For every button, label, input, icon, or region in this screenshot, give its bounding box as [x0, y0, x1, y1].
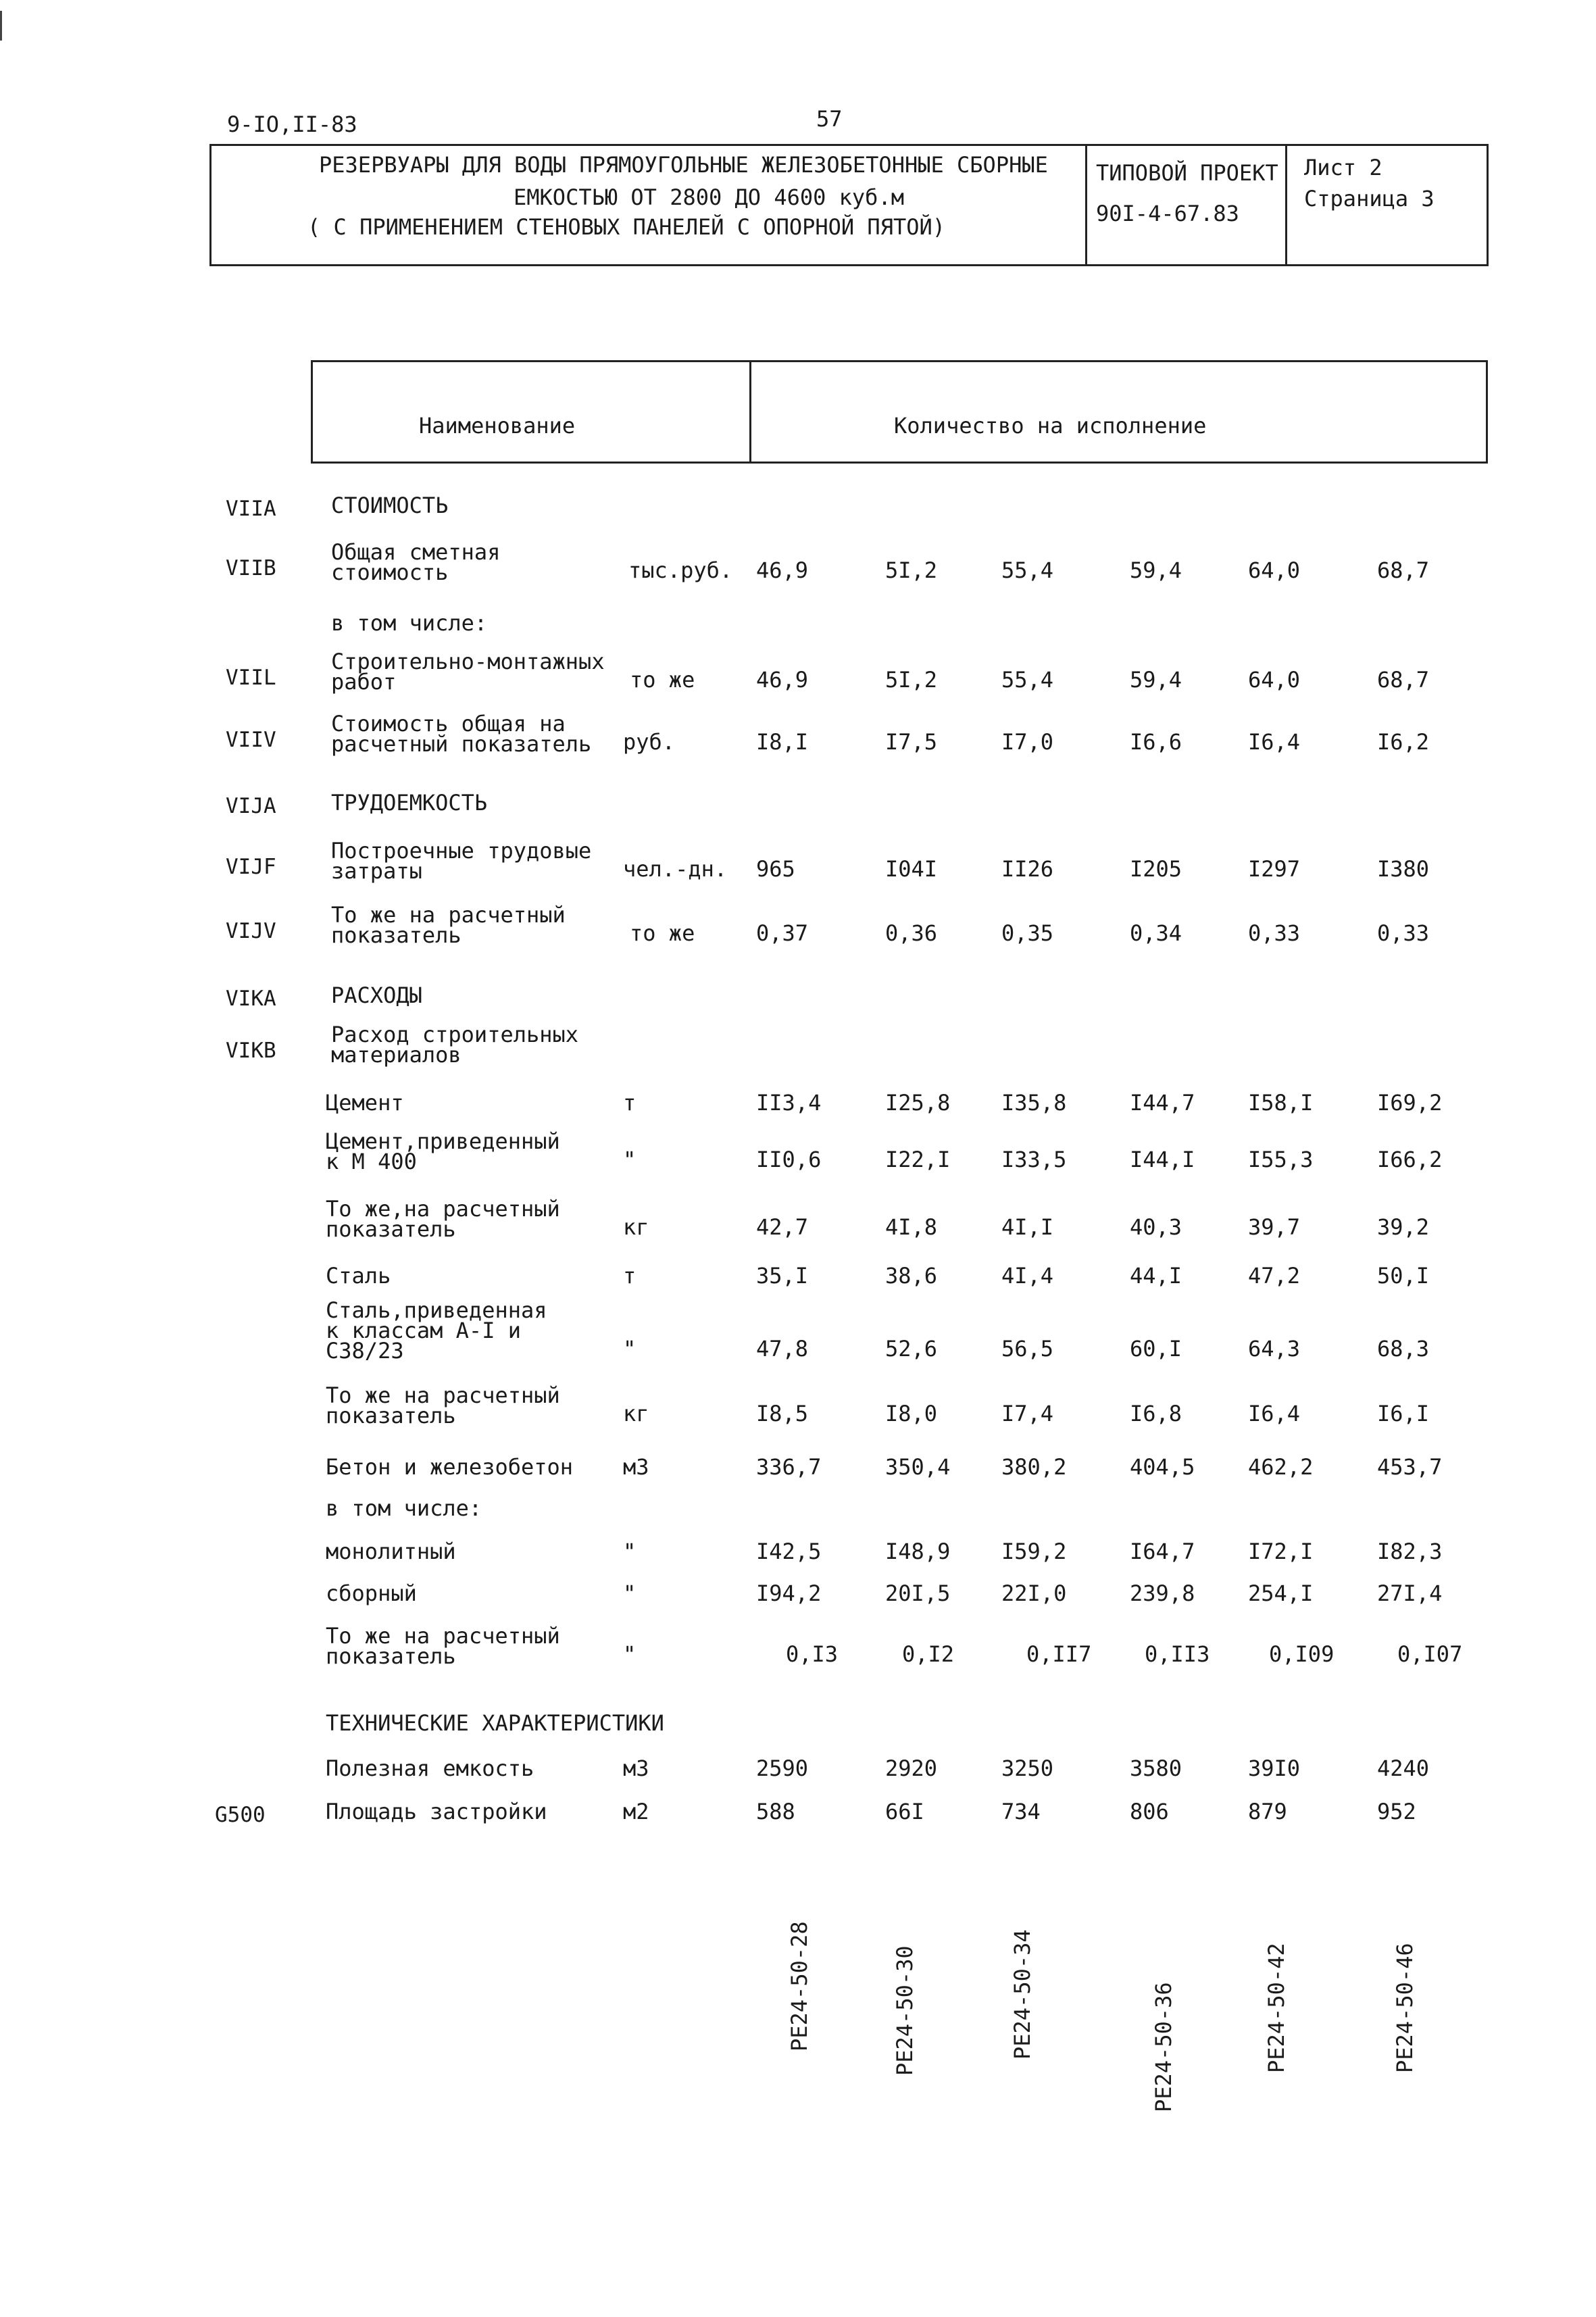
column-header-name: Наименование — [419, 413, 576, 439]
row-value: 380,2 — [1001, 1454, 1067, 1480]
row-value: I44,7 — [1130, 1090, 1195, 1116]
row-label — [326, 1128, 560, 1174]
row-value: 3250 — [1001, 1755, 1054, 1781]
row-value: I55,3 — [1248, 1147, 1314, 1172]
row-value: I8,I — [756, 729, 809, 755]
column-header-quantity: Количество на исполнение — [894, 413, 1207, 439]
row-value: 0,II3 — [1145, 1641, 1210, 1667]
row-code: VIJA — [226, 794, 276, 818]
row-label-line: работ — [331, 669, 397, 695]
row-value: 4I,4 — [1001, 1263, 1054, 1289]
row-value: II0,6 — [756, 1147, 822, 1172]
project-number: 90I-4-67.83 — [1096, 201, 1239, 226]
row-label — [331, 539, 501, 585]
row-value: 22I,0 — [1001, 1580, 1067, 1606]
row-label-line: показатель — [326, 1403, 456, 1428]
row-value: 46,9 — [756, 667, 809, 693]
row-value: I64,7 — [1130, 1539, 1195, 1564]
row-unit: " — [623, 1336, 637, 1362]
row-label — [326, 1623, 560, 1669]
row-value: I59,2 — [1001, 1539, 1067, 1564]
row-value: II26 — [1001, 856, 1054, 882]
row-value: 66I — [885, 1799, 924, 1824]
row-value: 39I0 — [1248, 1755, 1301, 1781]
row-value: I48,9 — [885, 1539, 951, 1564]
row-label-line: расчетный показатель — [331, 731, 592, 757]
row-value: 64,0 — [1248, 557, 1301, 583]
row-value: I66,2 — [1377, 1147, 1443, 1172]
row-value: 0,I07 — [1397, 1641, 1463, 1667]
row-unit: т — [623, 1263, 637, 1289]
row-value: 588 — [756, 1799, 795, 1824]
row-value: I94,2 — [756, 1580, 822, 1606]
row-unit: чел.-дн. — [623, 856, 728, 882]
row-value: 59,4 — [1130, 667, 1182, 693]
scan-mark — [0, 11, 2, 41]
title-line-2: ЕМКОСТЬЮ ОТ 2800 ДО 4600 куб.м — [514, 184, 904, 210]
row-value: 59,4 — [1130, 557, 1182, 583]
row-code: VIIB — [226, 556, 276, 580]
row-value: I8,5 — [756, 1401, 809, 1426]
row-unit: то же — [630, 920, 695, 946]
row-label-line: показатель — [326, 1216, 456, 1242]
row-label-line: То же на расчетный — [331, 902, 566, 928]
row-value: 40,3 — [1130, 1214, 1182, 1240]
row-value: I6,2 — [1377, 729, 1430, 755]
row-value: 952 — [1377, 1799, 1416, 1824]
row-value: I69,2 — [1377, 1090, 1443, 1116]
row-label: в том числе: — [331, 610, 488, 636]
row-label: Площадь застройки — [326, 1799, 547, 1824]
row-value: 404,5 — [1130, 1454, 1195, 1480]
row-unit: м3 — [623, 1755, 649, 1781]
row-value: 4240 — [1377, 1755, 1430, 1781]
row-value: 42,7 — [756, 1214, 809, 1240]
row-code: VIIA — [226, 497, 276, 521]
row-label-line: стоимость — [331, 559, 449, 585]
row-unit: кг — [623, 1401, 649, 1426]
row-label: в том числе: — [326, 1495, 482, 1521]
row-value: 4I,8 — [885, 1214, 938, 1240]
row-value: 965 — [756, 856, 795, 882]
table-header-right — [1486, 360, 1488, 464]
row-value: 453,7 — [1377, 1454, 1443, 1480]
row-label: монолитный — [326, 1539, 456, 1564]
row-label — [331, 902, 566, 948]
row-label-line: Расход строительных — [331, 1022, 579, 1047]
row-label-line: материалов — [331, 1042, 462, 1068]
row-value: I8,0 — [885, 1401, 938, 1426]
row-code: VIJV — [226, 919, 276, 943]
row-unit: м2 — [623, 1799, 649, 1824]
page-label: Страница 3 — [1304, 186, 1435, 211]
row-value: II3,4 — [756, 1090, 822, 1116]
table-header-top — [311, 360, 1488, 362]
row-label-line: показатель — [326, 1643, 456, 1669]
row-value: 64,0 — [1248, 667, 1301, 693]
row-label — [331, 838, 592, 884]
row-unit: " — [623, 1641, 637, 1667]
row-value: I42,5 — [756, 1539, 822, 1564]
row-value: 336,7 — [756, 1454, 822, 1480]
row-value: I25,8 — [885, 1090, 951, 1116]
row-value: 0,I2 — [902, 1641, 955, 1667]
row-value: 239,8 — [1130, 1580, 1195, 1606]
sheet-label: Лист 2 — [1304, 155, 1382, 180]
row-value: I33,5 — [1001, 1147, 1067, 1172]
project-label: ТИПОВОЙ ПРОЕКТ — [1096, 160, 1278, 186]
row-label: Цемент — [326, 1090, 404, 1116]
row-label-line: Строительно-монтажных — [331, 649, 605, 674]
row-label-line: Стоимость общая на — [331, 711, 566, 737]
row-value: I44,I — [1130, 1147, 1195, 1172]
table-header-left — [311, 360, 313, 464]
row-unit: " — [623, 1580, 637, 1606]
row-value: 56,5 — [1001, 1336, 1054, 1362]
title-line-1: РЕЗЕРВУАРЫ ДЛЯ ВОДЫ ПРЯМОУГОЛЬНЫЕ ЖЕЛЕЗОБЕТОННЫЕ СБОРНЫЕ — [319, 152, 1048, 178]
row-value: 0,I3 — [786, 1641, 839, 1667]
row-value: 68,3 — [1377, 1336, 1430, 1362]
row-value: 0,II7 — [1026, 1641, 1092, 1667]
row-unit: " — [623, 1147, 637, 1172]
row-value: 2920 — [885, 1755, 938, 1781]
row-value: 50,I — [1377, 1263, 1430, 1289]
row-value: 0,33 — [1377, 920, 1430, 946]
row-value: 0,35 — [1001, 920, 1054, 946]
row-value: 68,7 — [1377, 557, 1430, 583]
variant-label: РЕ24-50-36 — [1151, 1982, 1176, 2112]
row-label-line: к классам А-I и — [326, 1318, 521, 1343]
variant-label: РЕ24-50-34 — [1009, 1929, 1035, 2060]
row-label-line: показатель — [331, 922, 462, 948]
row-value: 60,I — [1130, 1336, 1182, 1362]
row-value: 2590 — [756, 1755, 809, 1781]
row-value: I7,0 — [1001, 729, 1054, 755]
row-label: РАСХОДЫ — [331, 982, 422, 1008]
row-label: Сталь — [326, 1263, 391, 1289]
row-value: 39,2 — [1377, 1214, 1430, 1240]
row-label: Полезная емкость — [326, 1755, 534, 1781]
row-label-line: То же на расчетный — [326, 1382, 560, 1408]
row-label-line: Построечные трудовые — [331, 838, 592, 864]
title-line-3: ( С ПРИМЕНЕНИЕМ СТЕНОВЫХ ПАНЕЛЕЙ С ОПОРНОЙ ПЯТОЙ) — [307, 214, 946, 240]
row-label — [326, 1297, 547, 1364]
row-value: 3580 — [1130, 1755, 1182, 1781]
row-value: I380 — [1377, 856, 1430, 882]
row-value: 47,2 — [1248, 1263, 1301, 1289]
row-value: 44,I — [1130, 1263, 1182, 1289]
row-label-line: То же,на расчетный — [326, 1196, 560, 1222]
title-divider-2 — [1285, 144, 1287, 266]
row-code: VIIV — [226, 728, 276, 752]
row-label-line: Сталь,приведенная — [326, 1297, 547, 1323]
row-value: 52,6 — [885, 1336, 938, 1362]
row-value: 55,4 — [1001, 667, 1054, 693]
table-header-mid — [749, 360, 751, 464]
row-code: G500 — [215, 1803, 266, 1827]
row-value: 38,6 — [885, 1263, 938, 1289]
row-value: I7,5 — [885, 729, 938, 755]
row-value: I7,4 — [1001, 1401, 1054, 1426]
row-value: I58,I — [1248, 1090, 1314, 1116]
row-unit: " — [623, 1539, 637, 1564]
row-value: 0,34 — [1130, 920, 1182, 946]
row-value: I6,6 — [1130, 729, 1182, 755]
variant-label: РЕ24-50-42 — [1264, 1943, 1289, 2073]
row-value: 462,2 — [1248, 1454, 1314, 1480]
row-code: VIKA — [226, 987, 276, 1011]
row-label — [331, 711, 592, 757]
variant-label: РЕ24-50-46 — [1392, 1943, 1418, 2073]
row-value: I6,I — [1377, 1401, 1430, 1426]
row-unit: м3 — [623, 1454, 649, 1480]
row-value: 734 — [1001, 1799, 1041, 1824]
row-unit: руб. — [623, 729, 676, 755]
row-value: 879 — [1248, 1799, 1287, 1824]
row-value: 55,4 — [1001, 557, 1054, 583]
row-label: ТРУДОЕМКОСТЬ — [331, 790, 488, 816]
row-value: 68,7 — [1377, 667, 1430, 693]
row-label-line: С38/23 — [326, 1338, 404, 1364]
row-value: I22,I — [885, 1147, 951, 1172]
page-number: 57 — [816, 106, 843, 132]
row-label — [326, 1196, 560, 1242]
row-label: сборный — [326, 1580, 417, 1606]
row-value: 64,3 — [1248, 1336, 1301, 1362]
row-value: I04I — [885, 856, 938, 882]
doc-code: 9-IO,II-83 — [227, 111, 357, 137]
variant-label: РЕ24-50-30 — [892, 1945, 918, 2076]
row-value: 20I,5 — [885, 1580, 951, 1606]
row-value: 5I,2 — [885, 667, 938, 693]
row-code: VIIL — [226, 666, 276, 690]
title-divider-1 — [1085, 144, 1087, 266]
row-label — [331, 1022, 579, 1068]
row-value: I297 — [1248, 856, 1301, 882]
row-label-line: То же на расчетный — [326, 1623, 560, 1649]
row-value: I6,4 — [1248, 1401, 1301, 1426]
row-label: СТОИМОСТЬ — [331, 493, 449, 518]
row-value: 35,I — [756, 1263, 809, 1289]
row-value: I82,3 — [1377, 1539, 1443, 1564]
row-code: VIKB — [226, 1039, 276, 1063]
row-value: 46,9 — [756, 557, 809, 583]
row-value: 806 — [1130, 1799, 1169, 1824]
row-label-line: к М 400 — [326, 1149, 417, 1174]
row-unit: то же — [630, 667, 695, 693]
row-value: I72,I — [1248, 1539, 1314, 1564]
row-code: VIJF — [226, 855, 276, 879]
row-label-line: Цемент,приведенный — [326, 1128, 560, 1154]
row-value: 0,36 — [885, 920, 938, 946]
row-label — [331, 649, 605, 695]
variant-label: РЕ24-50-28 — [787, 1921, 812, 2051]
row-unit: т — [623, 1090, 637, 1116]
row-label: Бетон и железобетон — [326, 1454, 574, 1480]
row-value: 0,37 — [756, 920, 809, 946]
row-value: 0,I09 — [1269, 1641, 1335, 1667]
row-value: I35,8 — [1001, 1090, 1067, 1116]
row-label: ТЕХНИЧЕСКИЕ ХАРАКТЕРИСТИКИ — [326, 1710, 664, 1736]
row-value: 350,4 — [885, 1454, 951, 1480]
row-value: I6,4 — [1248, 729, 1301, 755]
row-value: 254,I — [1248, 1580, 1314, 1606]
table-header-bottom — [311, 462, 1488, 464]
row-unit: тыс.руб. — [628, 557, 733, 583]
row-value: 27I,4 — [1377, 1580, 1443, 1606]
row-value: I205 — [1130, 856, 1182, 882]
row-value: 47,8 — [756, 1336, 809, 1362]
row-label-line: затраты — [331, 858, 422, 884]
row-label — [326, 1382, 560, 1428]
row-value: 39,7 — [1248, 1214, 1301, 1240]
row-value: 5I,2 — [885, 557, 938, 583]
row-label-line: Общая сметная — [331, 539, 501, 565]
row-unit: кг — [623, 1214, 649, 1240]
row-value: 4I,I — [1001, 1214, 1054, 1240]
row-value: I6,8 — [1130, 1401, 1182, 1426]
row-value: 0,33 — [1248, 920, 1301, 946]
